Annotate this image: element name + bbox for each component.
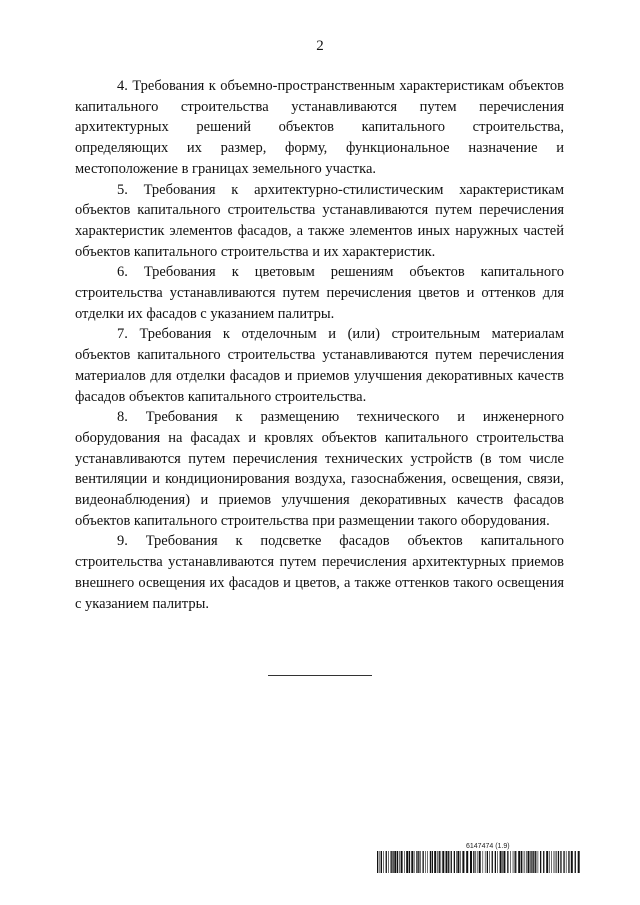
paragraph-7: 7. Требования к отделочным и (или) строительным материалам объектов капитального строительства устанавливаются путем перечисления материалов для отделки фасадов и приемов улучшения декоративных качеств фасадов объектов капитального строительства. xyxy=(75,326,564,405)
barcode-image xyxy=(377,851,582,873)
end-divider-line xyxy=(268,675,372,676)
paragraph-5: 5. Требования к архитектурно-стилистическим характеристикам объектов капитального строительства устанавливаются путем перечисления характеристик элементов фасадов, а также элементов иных наружных частей объектов капитального строительства и их характеристик. xyxy=(75,181,564,260)
document-code: 6147474 (1.9) xyxy=(466,843,510,850)
paragraph-4: 4. Требования к объемно-пространственным характеристикам объектов капитального строительства устанавливаются путем перечисления архитектурных решений объектов капитального строительства, определяющих их размер, форму, функциональное назначение и местоположение в границах земельного участка. xyxy=(75,78,564,177)
body-text xyxy=(75,76,564,614)
paragraph-9: 9. Требования к подсветке фасадов объектов капитального строительства устанавливаются путем перечисления архитектурных приемов внешнего освещения их фасадов и цветов, а также оттенков такого освещения с указанием палитры. xyxy=(75,533,564,612)
page-number: 2 xyxy=(316,38,324,54)
paragraph-6: 6. Требования к цветовым решениям объектов капитального строительства устанавливаются путем перечисления цветов и оттенков для отделки их фасадов с указанием палитры. xyxy=(75,264,564,322)
paragraph-8: 8. Требования к размещению технического и инженерного оборудования на фасадах и кровлях объектов капитального строительства устанавливаются путем перечисления технических устройств (в том числе вентиляции и кондиционирования воздуха, газоснабжения, освещения, связи, видеонаблюдения) и приемов улучшения декоративных качеств фасадов объектов капитального строительства при размещении такого оборудования. xyxy=(75,409,564,529)
